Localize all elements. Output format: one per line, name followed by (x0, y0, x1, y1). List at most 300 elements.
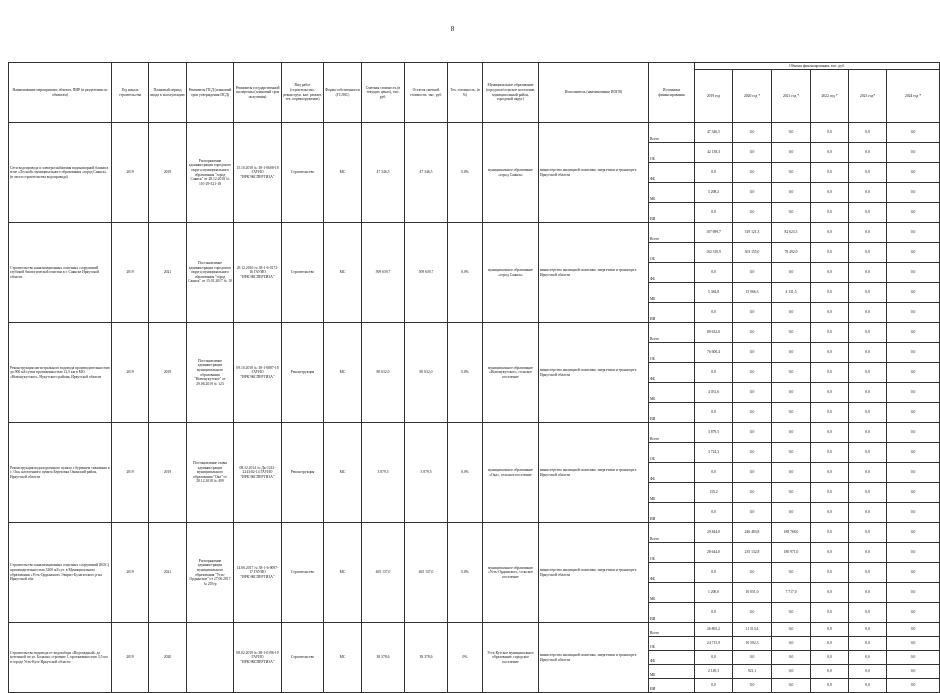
funding-value: 246 483,8 (733, 523, 772, 543)
funding-source: ОБ (649, 543, 695, 563)
header-year: 2023 год* (849, 70, 887, 123)
funding-value: 4 031,6 (695, 383, 733, 403)
funding-value: 0,0 (811, 603, 849, 623)
funding-value: 0,0 (887, 263, 940, 283)
year-plan: 2021 (149, 523, 187, 623)
funding-value: 0,0 (811, 403, 849, 423)
funding-value: 0,0 (772, 343, 811, 363)
funding-value: 0,0 (887, 523, 940, 543)
funding-value: 0,0 (811, 183, 849, 203)
funding-value: 0,0 (887, 623, 940, 637)
year-plan: 2021 (149, 223, 187, 323)
header-ownership: Форма собственности (ГС/МС) (324, 63, 362, 123)
funding-value: 0,0 (849, 443, 887, 463)
estimate-cost: 80 632,0 (362, 323, 405, 423)
funding-value: 3 879,5 (695, 423, 733, 443)
funding-value: 0,0 (849, 203, 887, 223)
funding-value: 0,0 (733, 463, 772, 483)
funding-value: 28 644,0 (695, 543, 733, 563)
funding-value: 0,0 (695, 163, 733, 183)
header-year-start: Год начала строительства (112, 63, 149, 123)
funding-value: 0,0 (811, 223, 849, 243)
executor: министерство жилищной политики, энергетики и транспорта Иркутской области (539, 423, 649, 523)
funding-value: 11 513,4 (733, 623, 772, 637)
funding-value: 0,0 (695, 651, 733, 665)
funding-value: 0,0 (811, 303, 849, 323)
funding-value: 0,0 (849, 223, 887, 243)
funding-value: 0,0 (887, 243, 940, 263)
ownership: МС (324, 523, 362, 623)
header-executor: Исполнитель (наименование ИОГВ) (539, 63, 649, 123)
funding-source: ФБ (649, 651, 695, 665)
page-number: 8 (450, 25, 455, 33)
funding-source: МБ (649, 665, 695, 679)
readiness: 0,0% (448, 523, 483, 623)
work-type: Реконструкция (282, 323, 324, 423)
funding-value: 5 384,8 (695, 283, 733, 303)
funding-value: 0,0 (772, 503, 811, 523)
funding-value: 0,0 (811, 651, 849, 665)
expertise-details: Постановление администрации муниципального образования "Новонукутское" от 29.06.2019 № 123 (187, 323, 234, 423)
funding-value: 0,0 (733, 303, 772, 323)
funding-value: 921,1 (733, 665, 772, 679)
header-year: 2020 год * (733, 70, 772, 123)
header-municipality: Муниципальное образование (городское/сельское поселение, муниципальный район, городской округ) (483, 63, 539, 123)
funding-value: 0,0 (733, 423, 772, 443)
executor: министерство жилищной политики, энергетики и транспорта Иркутской области (539, 623, 649, 693)
funding-value: 0,0 (849, 243, 887, 263)
funding-value: 0,0 (772, 637, 811, 651)
funding-value: 80 632,0 (695, 323, 733, 343)
funding-value: 0,0 (733, 163, 772, 183)
header-estimate: Сметная стоимость (в текущих ценах), тыс. руб. (362, 63, 405, 123)
funding-source: МБ (649, 183, 695, 203)
funding-value: 0,0 (811, 323, 849, 343)
funding-value: 0,0 (849, 543, 887, 563)
funding-value: 0,0 (849, 403, 887, 423)
object-name: Строительство канализационных очистных сооружений (КОС) производительностью 3200 м3/сут. в Муниципальном образовании «Усть-Ордынское» Эхирит-Булагатского р-на Иркутской обл. (9, 523, 112, 623)
funding-value: 0,0 (849, 183, 887, 203)
funding-value: 0,0 (772, 443, 811, 463)
remaining-cost: 3 879,5 (405, 423, 448, 523)
funding-value: 0,0 (772, 423, 811, 443)
ownership: МС (324, 123, 362, 223)
funding-value: 0,0 (695, 503, 733, 523)
object-name: Строительство канализационных очистных сооружений глубокой биологической очистки в г. Саянске Иркутской области (9, 223, 112, 323)
funding-value: 0,0 (887, 679, 940, 693)
funding-value: 0,0 (849, 563, 887, 583)
funding-value: 0,0 (695, 203, 733, 223)
funding-value: 10 592,3 (733, 637, 772, 651)
header-year: 2024 год * (887, 70, 940, 123)
funding-source: ФБ (649, 463, 695, 483)
funding-value: 0,0 (772, 183, 811, 203)
funding-value: 0,0 (887, 183, 940, 203)
municipality: муниципальное образование «город Саянск» (483, 123, 539, 223)
funding-value: 235 132,8 (733, 543, 772, 563)
funding-value: 5 208,2 (695, 183, 733, 203)
funding-value: 0,0 (887, 203, 940, 223)
header-year-plan: Плановый период ввода в эксплуатацию (149, 63, 187, 123)
funding-value: 0,0 (887, 563, 940, 583)
funding-value: 0,0 (887, 503, 940, 523)
funding-source: ОБ (649, 243, 695, 263)
funding-value: 0,0 (733, 263, 772, 283)
year-start: 2019 (112, 323, 149, 423)
estimate-cost: 47 346,5 (362, 123, 405, 223)
funding-value: 2 149,3 (695, 665, 733, 679)
funding-source: ИИ (649, 203, 695, 223)
funding-value: 0,0 (887, 637, 940, 651)
funding-value: 0,0 (811, 243, 849, 263)
funding-value: 0,0 (733, 343, 772, 363)
object-name: Сети водопровода и электроснабжения водонапорной башни в м-не «Лесной» муниципального образования «город Саянск» (в части строительства водопровода) (9, 123, 112, 223)
funding-value: 26 865,2 (695, 623, 733, 637)
header-work-type: Вид работ (строительство, реконструк. кап. ремонт, тех. перевооружение) (282, 63, 324, 123)
year-start: 2019 (112, 123, 149, 223)
funding-value: 102 310,9 (695, 243, 733, 263)
approval-details: 09.10.2018 № 38-1-0887-18 ГАУИО "ИРКЭКСПЕРТИЗА" (234, 323, 282, 423)
funding-value: 0,0 (772, 383, 811, 403)
readiness: 0,0% (448, 223, 483, 323)
funding-value: 0,0 (772, 123, 811, 143)
estimate-cost: 38 378,6 (362, 623, 405, 693)
funding-value: 0,0 (811, 383, 849, 403)
funding-value: 0,0 (849, 603, 887, 623)
object-name: Реконструкция магистрального водовода производительностью до 900 м3/сутки протяженностью 12,5 км в МО «Новонукутское», Нукутского района, Иркутской области (9, 323, 112, 423)
funding-value: 319 121,3 (733, 223, 772, 243)
funding-source: Всего (649, 223, 695, 243)
work-type: Строительство (282, 523, 324, 623)
funding-value: 0,0 (772, 143, 811, 163)
municipality: муниципальное образование «город Саянск» (483, 223, 539, 323)
expertise-details: Распоряжение администрации муниципального образования "Усть-Ордынское" от 27.06.2017 № 203-р (187, 523, 234, 623)
funding-value: 0,0 (887, 123, 940, 143)
funding-value: 0,0 (772, 403, 811, 423)
funding-value: 0,0 (849, 623, 887, 637)
municipality: муниципальное образование «Ока», сельское поселение (483, 423, 539, 523)
funding-value: 24 715,9 (695, 637, 733, 651)
year-plan: 2019 (149, 323, 187, 423)
funding-value: 0,0 (849, 651, 887, 665)
funding-value: 0,0 (733, 123, 772, 143)
funding-value: 0,0 (733, 143, 772, 163)
funding-value: 0,0 (811, 523, 849, 543)
funding-value: 0,0 (733, 363, 772, 383)
funding-source: МБ (649, 283, 695, 303)
funding-source: МБ (649, 383, 695, 403)
funding-value: 0,0 (887, 163, 940, 183)
funding-value: 0,0 (772, 651, 811, 665)
funding-value: 0,0 (887, 463, 940, 483)
funding-value: 82 623,5 (772, 223, 811, 243)
funding-source: Всего (649, 623, 695, 637)
funding-value: 0,0 (887, 443, 940, 463)
funding-source: МБ (649, 483, 695, 503)
header-source: Источники финансирования (649, 63, 695, 123)
funding-value: 3 724,3 (695, 443, 733, 463)
funding-value: 0,0 (695, 303, 733, 323)
funding-value: 0,0 (733, 323, 772, 343)
table-row (9, 123, 940, 143)
funding-value: 0,0 (887, 363, 940, 383)
funding-source: МБ (649, 583, 695, 603)
header-expertise: Реквизиты ПСД (плановый срок утверждения ПСД) (187, 63, 234, 123)
funding-value: 0,0 (772, 323, 811, 343)
funding-value: 0,0 (887, 651, 940, 665)
funding-value: 180 971,0 (772, 543, 811, 563)
funding-value: 0,0 (849, 523, 887, 543)
municipality: Усть-Кутское муниципальное образование, городское поселение (483, 623, 539, 693)
funding-value: 10 051,0 (733, 583, 772, 603)
funding-value: 0,0 (811, 463, 849, 483)
funding-value: 0,0 (733, 183, 772, 203)
funding-value: 7 717,0 (772, 583, 811, 603)
funding-value: 15 966,3 (733, 283, 772, 303)
funding-value: 0,0 (849, 665, 887, 679)
funding-value: 47 346,5 (695, 123, 733, 143)
funding-value: 0,0 (695, 463, 733, 483)
estimate-cost: 3 879,5 (362, 423, 405, 523)
table-row (9, 623, 940, 637)
funding-value: 0,0 (733, 679, 772, 693)
funding-value: 0,0 (772, 363, 811, 383)
year-plan: 2019 (149, 423, 187, 523)
funding-value: 0,0 (733, 383, 772, 403)
municipality: муниципальное образование «Усть-Ордынское», сельское поселение (483, 523, 539, 623)
funding-value: 1 200,0 (695, 583, 733, 603)
funding-value: 0,0 (733, 403, 772, 423)
funding-value: 0,0 (772, 665, 811, 679)
funding-value: 0,0 (733, 503, 772, 523)
funding-source: ОБ (649, 343, 695, 363)
investment-table (8, 62, 940, 693)
table-row (9, 523, 940, 543)
funding-value: 0,0 (733, 651, 772, 665)
funding-source: ФБ (649, 263, 695, 283)
funding-value: 0,0 (849, 363, 887, 383)
funding-value: 0,0 (733, 563, 772, 583)
funding-value: 0,0 (811, 503, 849, 523)
funding-value: 0,0 (811, 163, 849, 183)
funding-value: 188 768,0 (772, 523, 811, 543)
funding-value: 0,0 (811, 637, 849, 651)
header-readiness: Тех. готовность, (в %) (448, 63, 483, 123)
funding-value: 0,0 (849, 483, 887, 503)
funding-value: 0,0 (695, 403, 733, 423)
estimate-cost: 509 639,7 (362, 223, 405, 323)
funding-value: 0,0 (849, 637, 887, 651)
remaining-cost: 38 378,6 (405, 623, 448, 693)
funding-value: 0,0 (849, 163, 887, 183)
funding-source: ОБ (649, 143, 695, 163)
funding-source: ОБ (649, 637, 695, 651)
header-remaining: Остаток сметной стоимости, тыс. руб. (405, 63, 448, 123)
year-plan: 2019 (149, 123, 187, 223)
executor: министерство жилищной политики, энергетики и транспорта Иркутской области (539, 323, 649, 423)
funding-value: 0,0 (887, 303, 940, 323)
funding-source: ИИ (649, 403, 695, 423)
funding-value: 0,0 (887, 283, 940, 303)
ownership: МС (324, 323, 362, 423)
expertise-details (187, 623, 234, 693)
funding-value: 0,0 (849, 283, 887, 303)
funding-value: 0,0 (772, 303, 811, 323)
funding-value: 0,0 (849, 343, 887, 363)
expertise-details: Постановление администрации городского округа муниципального образования "город Саянск" от 15.01.2017 № 10 (187, 223, 234, 323)
funding-value: 0,0 (695, 603, 733, 623)
funding-value: 0,0 (849, 263, 887, 283)
funding-value: 0,0 (811, 203, 849, 223)
year-start: 2019 (112, 223, 149, 323)
funding-value: 0,0 (849, 463, 887, 483)
funding-value: 0,0 (811, 283, 849, 303)
funding-value: 0,0 (849, 423, 887, 443)
funding-value: 0,0 (887, 403, 940, 423)
funding-value: 0,0 (849, 123, 887, 143)
funding-value: 0,0 (811, 443, 849, 463)
funding-value: 0,0 (772, 483, 811, 503)
executor: министерство жилищной политики, энергетики и транспорта Иркутской области (539, 123, 649, 223)
funding-source: Всего (649, 423, 695, 443)
funding-value: 0,0 (849, 143, 887, 163)
executor: министерство жилищной политики, энергетики и транспорта Иркутской области (539, 523, 649, 623)
funding-source: Всего (649, 123, 695, 143)
funding-value: 0,0 (887, 343, 940, 363)
funding-value: 0,0 (772, 463, 811, 483)
funding-value: 0,0 (811, 123, 849, 143)
funding-value: 0,0 (733, 483, 772, 503)
year-start: 2019 (112, 523, 149, 623)
funding-value: 107 699,7 (695, 223, 733, 243)
funding-value: 0,0 (849, 383, 887, 403)
funding-value: 0,0 (811, 363, 849, 383)
approval-details: 15.10.2018 № 38-1-0608-18 ГАУИО "ИРКЭКСПЕРТИЗА" (234, 123, 282, 223)
funding-value: 0,0 (887, 383, 940, 403)
funding-source: Всего (649, 523, 695, 543)
funding-value: 0,0 (887, 583, 940, 603)
funding-value: 0,0 (772, 203, 811, 223)
funding-value: 0,0 (811, 679, 849, 693)
remaining-cost: 80 632,0 (405, 323, 448, 423)
header-year: 2021 год * (772, 70, 811, 123)
funding-value: 303 155,0 (733, 243, 772, 263)
table-row (9, 223, 940, 243)
expertise-details: Постановление главы администрации муниципального образования "Ока" от 28.12.2018 № 499 (187, 423, 234, 523)
funding-value: 0,0 (811, 143, 849, 163)
funding-source: ФБ (649, 363, 695, 383)
funding-value: 0,0 (849, 503, 887, 523)
expertise-details: Распоряжение администрации городского округа муниципального образования "город Саянск" от 28.12.2018 № 110-29-321-18 (187, 123, 234, 223)
funding-value: 0,0 (772, 563, 811, 583)
funding-value: 0,0 (695, 263, 733, 283)
funding-source: ФБ (649, 563, 695, 583)
funding-source: Всего (649, 323, 695, 343)
funding-value: 0,0 (772, 163, 811, 183)
funding-value: 78 492,0 (772, 243, 811, 263)
funding-value: 0,0 (849, 583, 887, 603)
funding-value: 0,0 (772, 603, 811, 623)
funding-value: 0,0 (887, 543, 940, 563)
header-year: 2022 год * (811, 70, 849, 123)
funding-value: 0,0 (887, 603, 940, 623)
funding-value: 0,0 (772, 263, 811, 283)
object-name: Реконструкция водоподъемного пункта с бурением скважины в с. Ока, населенного пункта Березовка Окинский район, Иркутской области (9, 423, 112, 523)
funding-value: 0,0 (887, 143, 940, 163)
executor: министерство жилищной политики, энергетики и транспорта Иркутской области (539, 223, 649, 323)
header-year: 2019 год (695, 70, 733, 123)
funding-source: ОБ (649, 443, 695, 463)
estimate-cost: 465 137,0 (362, 523, 405, 623)
funding-value: 0,0 (887, 423, 940, 443)
funding-value: 4 131,5 (772, 283, 811, 303)
funding-value: 0,0 (695, 363, 733, 383)
funding-value: 42 138,3 (695, 143, 733, 163)
funding-value: 0,0 (733, 443, 772, 463)
funding-value: 0,0 (811, 583, 849, 603)
funding-value: 0,0 (772, 623, 811, 637)
table-row (9, 323, 940, 343)
work-type: Реконструкция (282, 423, 324, 523)
funding-value: 0,0 (811, 623, 849, 637)
funding-value: 0,0 (887, 223, 940, 243)
funding-value: 0,0 (811, 343, 849, 363)
work-type: Строительство (282, 223, 324, 323)
municipality: муниципальное образование «Новонукутское», сельское поселение (483, 323, 539, 423)
funding-value: 29 844,0 (695, 523, 733, 543)
funding-value: 76 600,4 (695, 343, 733, 363)
funding-source: ИИ (649, 679, 695, 693)
funding-value: 0,0 (849, 303, 887, 323)
funding-value: 0,0 (887, 323, 940, 343)
funding-value: 155,2 (695, 483, 733, 503)
remaining-cost: 509 639,7 (405, 223, 448, 323)
year-start: 2019 (112, 423, 149, 523)
funding-value: 0,0 (811, 543, 849, 563)
funding-value: 0,0 (695, 563, 733, 583)
funding-source: ИИ (649, 603, 695, 623)
funding-value: 0,0 (695, 679, 733, 693)
ownership: МС (324, 623, 362, 693)
year-start: 2019 (112, 623, 149, 693)
readiness: 0,0% (448, 423, 483, 523)
readiness: 0,0% (448, 123, 483, 223)
funding-value: 0,0 (887, 483, 940, 503)
funding-source: ФБ (649, 163, 695, 183)
funding-value: 0,0 (811, 665, 849, 679)
work-type: Строительство (282, 123, 324, 223)
funding-value: 0,0 (887, 665, 940, 679)
header-approval: Реквизиты государственной экспертизы (плановый срок получения) (234, 63, 282, 123)
readiness: 0,0% (448, 323, 483, 423)
object-name: Строительство водовода от водозабора «Водопадный» до котельной по ул. Балахна, строение 1, протяженностью 3,5 км в городе Усть-Куте Иркутской области (9, 623, 112, 693)
funding-value: 0,0 (733, 603, 772, 623)
header-name: Наименование мероприятия, объекта, ПИР (в разделении по объектам) (9, 63, 112, 123)
funding-value: 0,0 (772, 679, 811, 693)
work-type: Строительство (282, 623, 324, 693)
funding-value: 0,0 (733, 203, 772, 223)
approval-details: 29.12.2016 № 38-1-6-0172-16 ГАУИО "ИРКЭКСПЕРТИЗА" (234, 223, 282, 323)
remaining-cost: 47 346,5 (405, 123, 448, 223)
header-funding: Объемы финансирования, тыс. руб. (695, 63, 940, 70)
ownership: МС (324, 223, 362, 323)
funding-source: ИИ (649, 303, 695, 323)
funding-value: 0,0 (849, 323, 887, 343)
readiness: 0% (448, 623, 483, 693)
funding-value: 0,0 (811, 263, 849, 283)
table-row (9, 423, 940, 443)
remaining-cost: 465 137,0 (405, 523, 448, 623)
